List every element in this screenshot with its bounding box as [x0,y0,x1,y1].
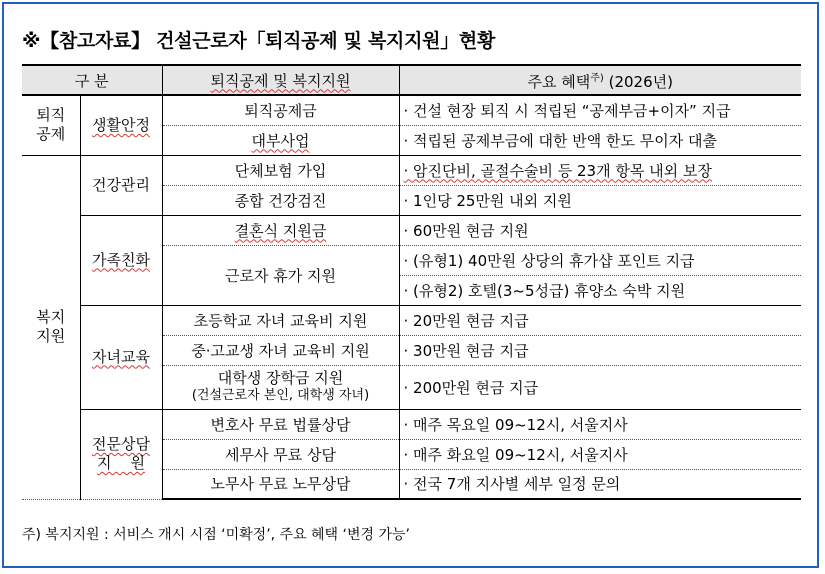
category-retirement [22,95,80,155]
benefit-label: · 암진단비, 골절수술비 등 23개 항목 내외 보장 [403,161,712,180]
program-cell [162,215,399,245]
subcategory-family [80,215,162,305]
category-label: 퇴직 공제 [36,106,66,144]
header-benefit-label: 주요 혜택 [527,72,591,91]
benefit-cell: · 매주 화요일 09~12시, 서울지사 [399,439,801,469]
program-cell: 종합 건강검진 [162,185,399,215]
benefit-cell: · (유형1) 40만원 상당의 휴가샵 포인트 지급 [399,245,801,275]
benefit-cell: · 적립된 공제부금에 대한 반액 한도 무이자 대출 [399,125,801,155]
benefit-cell: · 1인당 25만원 내외 지원 [399,185,801,215]
header-row [22,65,801,95]
program-cell: 세무사 무료 상담 [162,439,399,469]
category-welfare [22,155,80,499]
subcategory-label: 자녀교육 [92,347,150,366]
benefit-cell: · 20만원 현금 지급 [399,305,801,335]
benefit-cell: · 건설 현장 퇴직 시 적립된 “공제부금+이자” 지급 [399,95,801,125]
header-footnote-mark: 주) [590,72,604,84]
table-row [22,409,801,439]
program-cell: 초등학교 자녀 교육비 지원 [162,305,399,335]
header-category: 구 분 [22,65,162,95]
benefit-cell [399,155,801,185]
subcategory-label: 가족친화 [92,250,150,269]
program-cell: 노무사 무료 노무상담 [162,469,399,499]
benefit-cell: · 전국 7개 지사별 세부 일정 문의 [399,469,801,499]
benefits-table [22,64,801,500]
table-row [22,215,801,245]
program-label: 결혼식 지원금 [234,221,327,240]
header-benefit [399,65,801,95]
header-program [162,65,399,95]
table-row [22,155,801,185]
subcategory-life-stability [80,95,162,155]
benefit-cell: · (유형2) 호텔(3~5성급) 휴양소 숙박 지원 [399,275,801,305]
subcategory-education [80,305,162,409]
header-program-label: 퇴직공제 및 복지지원 [210,71,351,90]
table-row [22,95,801,125]
program-cell [162,125,399,155]
benefit-cell: · 60만원 현금 지원 [399,215,801,245]
program-sublabel: (건설근로자 본인, 대학생 자녀) [191,388,370,403]
subcategory-label: 생활안정 [92,115,150,134]
benefit-cell: · 200만원 현금 지급 [399,365,801,409]
benefit-cell: · 매주 목요일 09~12시, 서울지사 [399,409,801,439]
subcategory-label: 전문상담 지 원 [92,435,150,472]
program-label: 대학생 장학금 지원 [217,369,344,387]
table-row [22,305,801,335]
category-label: 복지 지원 [36,308,66,345]
subcategory-health: 건강관리 [80,155,162,215]
program-cell [162,365,399,409]
program-cell: 변호사 무료 법률상담 [162,409,399,439]
program-cell: 중·고교생 자녀 교육비 지원 [162,335,399,365]
benefit-cell: · 30만원 현금 지급 [399,335,801,365]
header-year: (2026년) [603,72,673,91]
program-cell: 퇴직공제금 [162,95,399,125]
page-title: ※【참고자료】 건설근로자「퇴직공제 및 복지지원」현황 [22,30,495,52]
subcategory-counseling [80,409,162,499]
program-cell: 근로자 휴가 지원 [162,245,399,305]
program-label: 대부사업 [251,131,310,150]
footnote: 주) 복지지원 : 서비스 개시 시점 ‘미확정’, 주요 혜택 ‘변경 가능’ [22,527,410,543]
program-cell: 단체보험 가입 [162,155,399,185]
